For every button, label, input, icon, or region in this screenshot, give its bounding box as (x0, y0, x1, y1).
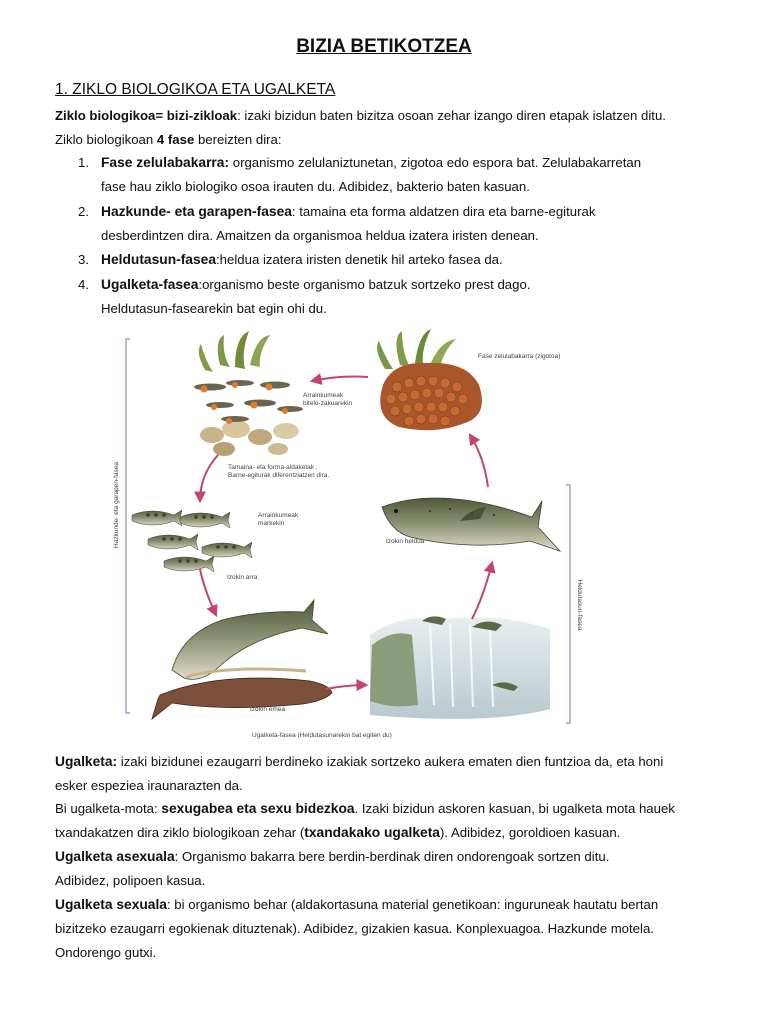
intro-line2-pre: Ziklo biologikoan (55, 132, 157, 147)
arrow-waterfall-to-adult (472, 563, 492, 619)
asexuala-text-line2: Adibidez, polipoen kasua. (55, 873, 206, 888)
fry-with-yolk-sac-illustration (194, 331, 303, 456)
asexuala-text: : Organismo bakarra bere berdin-berdinak diren ondorengoak sortzen ditu. (174, 849, 610, 864)
intro-line2-bold: 4 fase (156, 132, 195, 147)
side-label-heldutasun: Heldutasun-fasea (576, 579, 583, 631)
left-bracket (126, 339, 130, 713)
label-fry-yolk-2: bitelo-zakuarekin (303, 400, 353, 407)
intro-paragraph (55, 104, 725, 152)
ugalketa-paragraph (55, 750, 725, 798)
list-item (78, 200, 718, 248)
list-item (78, 151, 718, 199)
list-number: 4. (78, 277, 89, 292)
list-item (78, 273, 718, 321)
spawning-salmon-pair-illustration (152, 600, 332, 719)
label-fry-marks-2: markekin (258, 520, 285, 527)
mota-post: . Izaki bizidun askoren kasuan, bi ugalketa mota hauek (354, 801, 675, 816)
phase-text: :heldua izatera iristen denetik hil arteko fasea da. (216, 252, 503, 267)
label-izokin-heldua: Izokin heldua (386, 538, 425, 545)
label-tamaina-2: Barne-egiturak diferentziatzen dira. (228, 472, 330, 479)
waterfall-illustration (370, 616, 550, 718)
sexuala-paragraph (55, 893, 725, 965)
sexuala-text-line2: bizitzeko ezaugarri egokienak dituztenak). Adibidez, gizakien kasua. Konplexuagoa. Hazkunde motela. (55, 921, 654, 936)
phase-term: Ugalketa-fasea (101, 277, 199, 292)
page-title: BIZIA BETIKOTZEA (296, 36, 472, 57)
arrow-spawners-to-waterfall (326, 685, 366, 689)
intro-term: Ziklo biologikoa= bizi-zikloak (55, 108, 238, 123)
asexuala-term: Ugalketa asexuala (55, 849, 175, 864)
arrow-fry-to-marks (200, 455, 218, 501)
mota-line2-post: ). Adibidez, goroldioen kasuan. (439, 825, 621, 840)
side-label-hazkunde: Hazkunde- eta garapen-fasea (113, 461, 120, 549)
sexuala-term: Ugalketa sexuala (55, 897, 167, 912)
section-heading: 1. ZIKLO BIOLOGIKOA ETA UGALKETA (55, 81, 336, 98)
label-izokin-arra: Izokin arra (227, 574, 258, 581)
mota-paragraph (55, 797, 725, 845)
label-izokin-emea: Izokin emea (250, 706, 286, 713)
ugalketa-text-line2: esker espeziea iraunarazten da. (55, 778, 243, 793)
list-number: 2. (78, 204, 89, 219)
mota-pre: Bi ugalketa-mota: (55, 801, 162, 816)
mota-bold: sexugabea eta sexu bidezkoa (161, 801, 355, 816)
sexuala-text-line3: Ondorengo gutxi. (55, 945, 157, 960)
phase-term: Fase zelulabakarra: (101, 155, 230, 170)
label-fry-marks-1: Arrainkumeak (258, 512, 299, 519)
arrow-adult-to-eggs (470, 435, 488, 487)
label-zigotoa: Fase zelulabakarra (zigotoa) (478, 353, 561, 360)
phase-text-line2: desberdintzen dira. Amaitzen da organismoa heldua izatera iristen denean. (101, 228, 539, 243)
arrow-marks-to-spawners (200, 569, 216, 615)
mota-line2-bold: txandakako ugalketa (304, 825, 440, 840)
right-bracket (566, 485, 570, 723)
phase-text-line2: fase hau ziklo biologiko osoa irauten du. Adibidez, bakterio baten kasuan. (101, 179, 530, 194)
mota-line2-pre: txandakatzen dira ziklo biologikoan zehar ( (55, 825, 305, 840)
list-number: 3. (78, 252, 89, 267)
asexuala-paragraph (55, 845, 725, 893)
phase-term: Hazkunde- eta garapen-fasea (101, 204, 292, 219)
phase-term: Heldutasun-fasea (101, 252, 217, 267)
label-tamaina-1: Tamaina- eta forma-aldaketak . (228, 464, 318, 471)
list-number: 1. (78, 155, 89, 170)
label-fry-yolk-1: Arrainkumeak (303, 392, 344, 399)
fry-with-marks-illustration (132, 510, 252, 572)
intro-line2-post: bereizten dira: (194, 132, 282, 147)
label-ugalketa-fasea: Ugalketa-fasea (Heldutasunarekin bat egiten du) (252, 732, 392, 739)
phase-text: :organismo beste organismo batzuk sortzeko prest dago. (198, 277, 531, 292)
list-item (78, 248, 718, 272)
phase-text: : tamaina eta forma aldatzen dira eta barne-egiturak (291, 204, 596, 219)
phase-text: organismo zelulaniztunetan, zigotoa edo espora bat. Zelulabakarretan (229, 155, 642, 170)
sexuala-text: : bi organismo behar (aldakortasuna material genetikoan: inguruneak hautatu bertan (166, 897, 659, 912)
salmon-life-cycle-figure (100, 325, 600, 747)
intro-definition: : izaki bizidun baten bizitza osoan zehar izango diren etapak islatzen ditu. (237, 108, 666, 123)
arrow-eggs-to-fry (312, 377, 368, 382)
ugalketa-text: izaki bizidunei ezaugarri berdineko izakiak sortzeko aukera ematen dien funtzioa da, eta honi (117, 754, 664, 769)
phase-text-line2: Heldutasun-fasearekin bat egin ohi du. (101, 301, 327, 316)
eggs-zygote-illustration (377, 329, 482, 430)
ugalketa-term: Ugalketa: (55, 754, 118, 769)
